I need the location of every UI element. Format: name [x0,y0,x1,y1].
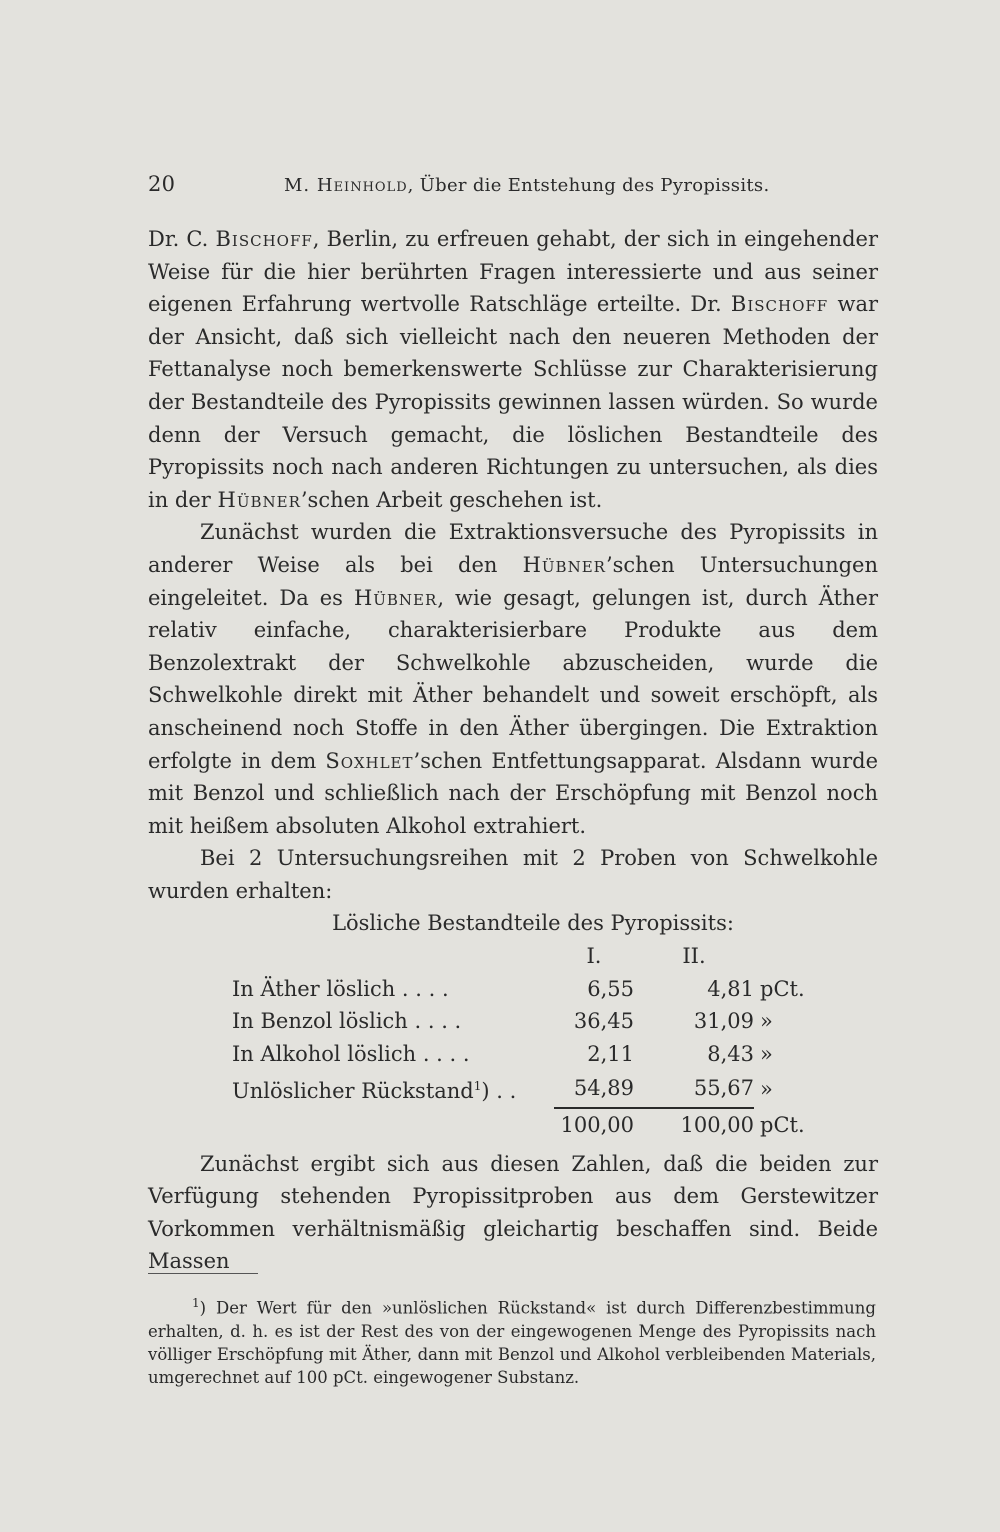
name-soxhlet: Soxhlet [325,748,414,773]
row-label: Unlöslicher Rückstand$^1$) . . [232,1079,517,1104]
col-header-2: II. [682,944,706,969]
page-number: 20 [148,172,176,196]
footnote-text: Der Wert für den »unlöslichen Rückstand« ist durch Differenzbestimmung erhalten, d. h. es ist der Rest des von der eingewogenen Menge des Pyropissits nach völliger Erschöpfung mit Äther, dann mit Benzol und Alkohol verbleibenden Materials, umgerechnet auf 100 pCt. eingewogener Substanz. [148,1298,876,1387]
unit: » [760,1041,773,1066]
name-bischoff: Bischoff [730,292,829,317]
footnote-ref[interactable]: 1 [473,1079,482,1094]
table-total-row [232,1108,830,1142]
row-label: In Benzol löslich . . . . [232,1009,462,1034]
row-label: In Alkohol löslich . . . . [232,1041,470,1066]
table-row [232,1038,830,1071]
value-1: 2,11 [587,1041,634,1066]
value-1: 36,45 [573,1009,634,1034]
header-author: M. Heinhold [284,175,408,196]
value-2: 55,67 [693,1076,754,1101]
total-2: 100,00 [634,1108,754,1142]
value-2: 8,43 [707,1041,754,1066]
name-huebner: Hübner [217,487,301,512]
table-header-row [232,940,830,973]
running-title [284,175,769,196]
value-1: 6,55 [587,976,634,1001]
col-header-1: I. [586,944,602,969]
header-title: , Über die Entstehung des Pyropissits. [407,175,770,196]
footnote-divider [148,1273,258,1274]
row-label: In Äther löslich . . . . [232,976,449,1001]
results-table [232,940,830,1142]
paragraph-3: Bei 2 Untersuchungsreihen mit 2 Proben von Schwelkohle wurden erhalten: [148,846,878,903]
total-1: 100,00 [554,1108,634,1142]
table-row [232,1005,830,1038]
unit: » [760,1009,773,1034]
table-caption: Lösliche Bestandteile des Pyropissits: [332,911,734,936]
name-bischoff: Bischoff [215,227,313,251]
paragraph-2: Zunächst wurden die Extraktionsversuche des Pyropissits in anderer Weise als bei den Hübner’schen Untersuchungen eingeleitet. Da es Hübner, wie gesagt, gelungen ist, durch Äther relativ einfache, charakterisierbare Produkte aus dem Benzolextrakt der Schwelkohle abzuscheiden, wurde die Schwelkohle direkt mit Äther behandelt und soweit erschöpft, als anscheinend noch Stoffe in den Äther übergingen. Die Extraktion erfolgte in dem Soxhlet’schen Entfettungsapparat. Alsdann wurde mit Benzol und schließlich nach der Erschöpfung mit Benzol noch mit heißem absoluten Alkohol extrahiert. [148,520,879,838]
name-huebner: Hübner [353,585,438,610]
value-1: 54,89 [573,1076,634,1101]
paragraph-1: Dr. C. Bischoff, Berlin, zu erfreuen gehabt, der sich in eingehender Weise für die hier berührten Fragen interessierte und aus seiner eigenen Erfahrung wertvolle Ratschläge erteilte. Dr. Bischoff war der Ansicht, daß sich vielleicht nach den neueren Methoden der Fettanalyse noch bemerkenswerte Schlüsse zur Charakterisierung der Bestandteile des Pyropissits gewinnen lassen würden. So wurde denn der Versuch gemacht, die löslichen Bestandteile des Pyropissits noch nach anderen Richtungen zu untersuchen, als dies in der Hübner’schen Arbeit geschehen ist. [148,227,878,512]
name-huebner: Hübner [522,552,606,577]
footnote: $^1$) Der Wert für den »unlöslichen Rückstand« ist durch Differenzbestimmung erhalten, d. h. es ist der Rest des von der eingewogenen Menge des Pyropissits nach völliger Erschöpfung mit Äther, dann mit Benzol und Alkohol verbleibenden Materials, umgerechnet auf 100 pCt. eingewogener Substanz. [148,1296,876,1387]
footnote-marker: 1 [192,1296,200,1310]
unit: » [760,1076,773,1101]
paragraph-4: Zunächst ergibt sich aus diesen Zahlen, daß die beiden zur Verfügung stehenden Pyropissitproben aus dem Gerstewitzer Vorkommen verhältnismäßig gleichartig beschaffen sind. Beide Massen [148,1151,878,1274]
table-row [232,1070,830,1108]
table-row [232,973,830,1006]
value-2: 4,81 [707,976,754,1001]
total-unit: pCt. [760,1112,805,1137]
unit: pCt. [760,976,805,1001]
body-text [148,223,878,1278]
value-2: 31,09 [693,1009,754,1034]
